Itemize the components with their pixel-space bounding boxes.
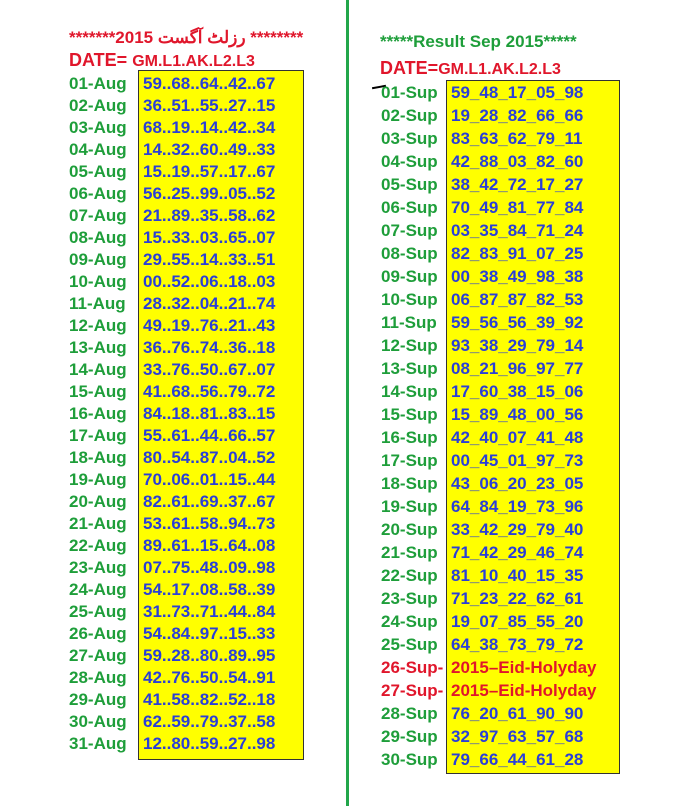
row-numbers: 17_60_38_15_06 [451,382,584,401]
row-date: 09-Aug [69,250,127,269]
row-date: 02-Sup [381,106,438,125]
row-numbers: 15_89_48_00_56 [451,405,584,424]
row-date: 16-Aug [69,404,127,423]
left-result-row [69,712,276,734]
row-date: 17-Sup [381,451,438,470]
left-result-row [69,536,276,558]
row-numbers: 15..33..03..65..07 [143,228,276,247]
row-numbers: 00_45_01_97_73 [451,451,584,470]
row-date: 17-Aug [69,426,127,445]
row-date: 21-Aug [69,514,127,533]
row-numbers: 71_23_22_62_61 [451,589,584,608]
right-result-row [381,221,584,243]
row-date: 21-Sup [381,543,438,562]
row-date: 06-Aug [69,184,127,203]
row-date: 27-Aug [69,646,127,665]
right-result-row [381,474,584,496]
row-numbers: 80..54..87..04..52 [143,448,276,467]
row-date: 26-Sup- [381,658,444,677]
row-date: 11-Sup [381,313,437,332]
right-result-row [381,543,584,565]
row-numbers: 93_38_29_79_14 [451,336,584,355]
row-date: 06-Sup [381,198,438,217]
left-result-row [69,272,276,294]
row-date: 10-Sup [381,290,438,309]
row-numbers: 42..76..50..54..91 [143,668,276,687]
row-numbers: 36..76..74..36..18 [143,338,276,357]
row-date: 12-Sup [381,336,438,355]
row-date: 24-Sup [381,612,438,631]
row-date: 28-Aug [69,668,127,687]
row-date: 30-Sup [381,750,438,769]
row-date: 27-Sup- [381,681,444,700]
row-date: 25-Sup [381,635,438,654]
row-numbers: 54..84..97..15..33 [143,624,276,643]
row-numbers: 79_66_44_61_28 [451,750,584,769]
row-date: 07-Sup [381,221,438,240]
row-numbers: 31..73..71..44..84 [143,602,276,621]
right-result-row [381,589,584,611]
row-numbers: 19_28_82_66_66 [451,106,584,125]
row-numbers: 07..75..48..09..98 [143,558,276,577]
row-date: 08-Aug [69,228,127,247]
left-result-row [69,250,276,272]
row-numbers: 41..58..82..52..18 [143,690,276,709]
row-date: 29-Sup [381,727,438,746]
row-date: 23-Sup [381,589,438,608]
left-result-row [69,294,276,316]
right-result-row [381,428,584,450]
row-numbers: 84..18..81..83..15 [143,404,276,423]
left-result-row [69,668,276,690]
row-date: 23-Aug [69,558,127,577]
left-result-row [69,118,276,140]
left-result-row [69,426,276,448]
row-numbers: 59..68..64..42..67 [143,74,276,93]
row-numbers: 19_07_85_55_20 [451,612,584,631]
row-numbers: 15..19..57..17..67 [143,162,276,181]
row-date: 03-Aug [69,118,127,137]
right-result-row [381,704,584,726]
row-date: 13-Aug [69,338,127,357]
row-date: 15-Sup [381,405,438,424]
row-date: 22-Sup [381,566,438,585]
row-date: 05-Sup [381,175,438,194]
row-date: 01-Sup [381,83,438,102]
right-result-row [381,267,584,289]
row-numbers: 21..89..35..58..62 [143,206,276,225]
row-date: 01-Aug [69,74,127,93]
left-result-row [69,96,276,118]
row-date: 09-Sup [381,267,438,286]
right-result-row [381,198,584,220]
row-numbers: 82_83_91_07_25 [451,244,584,263]
row-numbers: 59_56_56_39_92 [451,313,584,332]
left-result-row [69,690,276,712]
row-numbers: 83_63_62_79_11 [451,129,583,148]
right-result-row [381,152,584,174]
row-date: 05-Aug [69,162,127,181]
row-date: 29-Aug [69,690,127,709]
right-result-row [381,566,584,588]
row-date: 20-Aug [69,492,127,511]
row-date: 18-Sup [381,474,438,493]
left-result-row [69,558,276,580]
left-result-row [69,624,276,646]
row-date: 07-Aug [69,206,127,225]
right-result-row [381,497,584,519]
right-result-row [381,451,584,473]
row-date: 14-Aug [69,360,127,379]
row-numbers: 00_38_49_98_38 [451,267,584,286]
row-numbers: 41..68..56..79..72 [143,382,276,401]
left-result-row [69,338,276,360]
row-date: 08-Sup [381,244,438,263]
row-date: 31-Aug [69,734,127,753]
row-numbers: 42_88_03_82_60 [451,152,584,171]
row-date: 02-Aug [69,96,127,115]
right-date-label: DATE= [380,58,439,78]
right-date-header [380,58,561,79]
row-numbers: 62..59..79..37..58 [143,712,276,731]
row-numbers: 76_20_61_90_90 [451,704,584,723]
row-date: 20-Sup [381,520,438,539]
left-result-row [69,514,276,536]
row-date: 19-Sup [381,497,438,516]
right-result-row [381,359,584,381]
right-result-row [381,658,597,680]
right-title: *****Result Sep 2015***** [380,32,577,51]
left-date-code: GM.L1.AK.L2.L3 [132,53,255,70]
left-result-row [69,580,276,602]
row-date: 15-Aug [69,382,127,401]
left-date-label: DATE= [69,50,128,70]
row-numbers: 81_10_40_15_35 [451,566,584,585]
left-result-row [69,316,276,338]
right-result-row [381,313,584,335]
right-result-row [381,290,584,312]
row-numbers: 71_42_29_46_74 [451,543,584,562]
row-numbers: 33_42_29_79_40 [451,520,584,539]
left-result-row [69,360,276,382]
row-date: 04-Aug [69,140,127,159]
row-numbers: 03_35_84_71_24 [451,221,584,240]
left-result-row [69,448,276,470]
row-numbers: 53..61..58..94..73 [143,514,276,533]
left-result-row [69,734,276,756]
right-date-code: GM.L1.AK.L2.L3 [438,61,561,78]
row-date: 19-Aug [69,470,127,489]
right-result-row [381,520,584,542]
left-result-row [69,646,276,668]
row-date: 10-Aug [69,272,127,291]
row-numbers: 55..61..44..66..57 [143,426,276,445]
column-divider [346,0,349,806]
left-result-row [69,404,276,426]
right-result-row [381,382,584,404]
row-numbers: 82..61..69..37..67 [143,492,276,511]
row-numbers: 14..32..60..49..33 [143,140,276,159]
row-numbers: 56..25..99..05..52 [143,184,276,203]
right-result-row [381,612,584,634]
row-date: 13-Sup [381,359,438,378]
row-date: 03-Sup [381,129,438,148]
left-result-row [69,602,276,624]
row-date: 30-Aug [69,712,127,731]
right-result-row [381,336,584,358]
left-result-row [69,184,276,206]
row-numbers: 00..52..06..18..03 [143,272,276,291]
row-numbers: 06_87_87_82_53 [451,290,584,309]
left-result-row [69,228,276,250]
row-date: 16-Sup [381,428,438,447]
row-date: 04-Sup [381,152,438,171]
row-numbers: 64_38_73_79_72 [451,635,584,654]
row-numbers: 59..28..80..89..95 [143,646,276,665]
row-numbers: 70_49_81_77_84 [451,198,584,217]
left-result-row [69,382,276,404]
row-date: 25-Aug [69,602,127,621]
row-holiday-note: 2015–Eid-Holyday [451,658,597,677]
row-date: 24-Aug [69,580,127,599]
row-date: 14-Sup [381,382,438,401]
right-result-row [381,405,584,427]
row-date: 12-Aug [69,316,127,335]
left-result-row [69,140,276,162]
row-numbers: 43_06_20_23_05 [451,474,584,493]
left-result-row [69,470,276,492]
left-result-row [69,74,276,96]
row-numbers: 36..51..55..27..15 [143,96,276,115]
row-numbers: 38_42_72_17_27 [451,175,584,194]
row-numbers: 64_84_19_73_96 [451,497,584,516]
right-result-row [381,750,584,772]
row-numbers: 70..06..01..15..44 [143,470,276,489]
row-numbers: 12..80..59..27..98 [143,734,276,753]
right-result-row [381,83,584,105]
left-result-row [69,162,276,184]
row-numbers: 08_21_96_97_77 [451,359,584,378]
left-title: *******2015 رزلٹ آگست ******** [69,28,304,47]
row-numbers: 89..61..15..64..08 [143,536,276,555]
row-date: 28-Sup [381,704,438,723]
right-result-row [381,175,584,197]
row-numbers: 59_48_17_05_98 [451,83,584,102]
row-numbers: 33..76..50..67..07 [143,360,276,379]
row-numbers: 28..32..04..21..74 [143,294,276,313]
right-result-row [381,727,584,749]
row-numbers: 32_97_63_57_68 [451,727,584,746]
row-numbers: 49..19..76..21..43 [143,316,276,335]
left-date-header [69,50,255,71]
row-date: 22-Aug [69,536,127,555]
right-result-row [381,635,584,657]
right-result-row [381,106,584,128]
row-numbers: 54..17..08..58..39 [143,580,276,599]
right-result-row [381,129,583,151]
right-result-row [381,681,597,703]
row-date: 18-Aug [69,448,127,467]
left-result-row [69,492,276,514]
left-result-row [69,206,276,228]
row-date: 26-Aug [69,624,127,643]
row-holiday-note: 2015–Eid-Holyday [451,681,597,700]
right-result-row [381,244,584,266]
row-numbers: 68..19..14..42..34 [143,118,276,137]
row-date: 11-Aug [69,294,126,313]
row-numbers: 42_40_07_41_48 [451,428,584,447]
row-numbers: 29..55..14..33..51 [143,250,276,269]
